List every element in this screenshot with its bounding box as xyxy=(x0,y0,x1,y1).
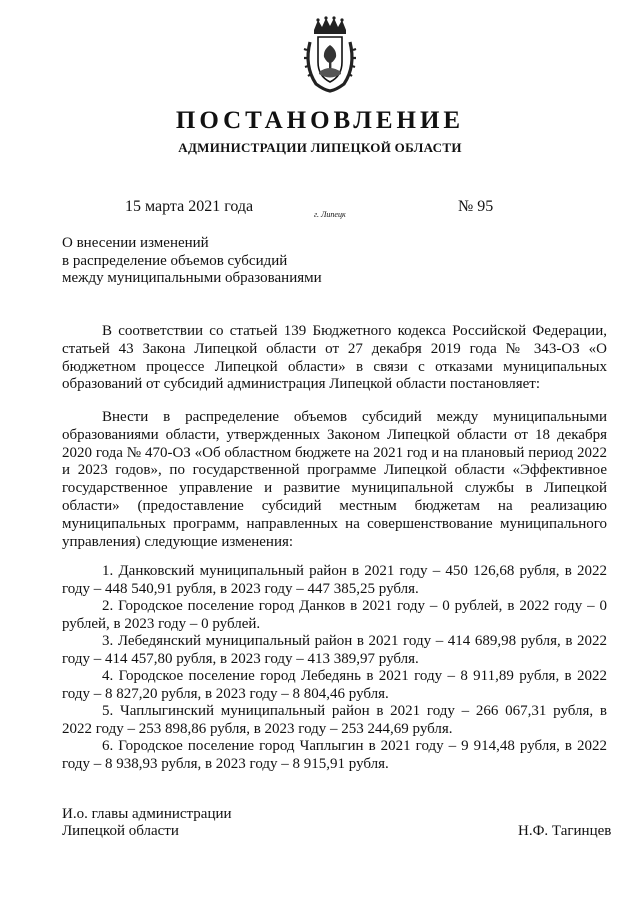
list-item: 6. Городское поселение город Чаплыгин в 2021 году – 9 914,48 рубля, в 2022 году – 8 938,93 рубля, в 2023 году – 8 915,91 рубля. xyxy=(62,738,607,772)
subject-line: в распределение объемов субсидий xyxy=(62,252,288,269)
list-item: 4. Городское поселение город Лебедянь в 2021 году – 8 911,89 рубля, в 2022 году – 8 827,20 рубля, в 2023 году – 8 804,46 рубля. xyxy=(62,668,607,702)
list-item: 3. Лебедянский муниципальный район в 2021 году – 414 689,98 рубля, в 2022 году – 414 457,80 рубля, в 2023 году – 413 389,97 рубля. xyxy=(62,633,607,667)
list-item: 5. Чаплыгинский муниципальный район в 2021 году – 266 067,31 рубля, в 2022 году – 253 898,86 рубля, в 2023 году – 253 244,69 рубля. xyxy=(62,703,607,737)
subject-line: между муниципальными образованиями xyxy=(62,270,322,286)
document-subject xyxy=(62,235,382,288)
subject-line: О внесении изменений xyxy=(62,235,209,251)
amendment-list xyxy=(62,563,607,773)
preamble-paragraph: В соответствии со статьей 139 Бюджетного кодекса Российской Федерации, статьей 43 Закона Липецкой области от 27 декабря 2019 года № 343-ОЗ «О бюджетном процессе Липецкой области» в связи с отказами муниципальных образований от субсидий администрация Липецкой области постановляет: xyxy=(62,323,607,393)
document-date: 15 марта 2021 года xyxy=(125,198,254,215)
signatory-position-line: И.о. главы администрации xyxy=(62,806,232,822)
document-number: № 95 xyxy=(458,198,494,215)
list-item: 1. Данковский муниципальный район в 2021 году – 450 126,68 рубля, в 2022 году – 448 540,91 рубля, в 2023 году – 447 385,25 рубля. xyxy=(62,563,607,597)
coat-of-arms-icon xyxy=(300,14,360,94)
resolution-paragraph: Внести в распределение объемов субсидий между муниципальными образованиями области, утвержденных Законом Липецкой области от 18 декабря 2020 года № 470-ОЗ «Об областном бюджете на 2021 год и на плановый период 2022 и 2023 годов», по государственной программе Липецкой области «Эффективное государственное управление и развитие муниципальной службы в Липецкой области» (предоставление субсидий местным бюджетам на реализацию муниципальных программ, направленных на совершенствование муниципального управления) следующие изменения: xyxy=(62,409,607,550)
signatory-name: Н.Ф. Тагинцев xyxy=(518,823,612,839)
document-title: ПОСТАНОВЛЕНИЕ xyxy=(175,107,465,134)
list-item: 2. Городское поселение город Данков в 2021 году – 0 рублей, в 2022 году – 0 рублей, в 2023 году – 0 рублей. xyxy=(62,598,607,632)
signatory-position xyxy=(62,806,232,840)
document-place: г. Липецк xyxy=(314,210,346,219)
issuing-authority: АДМИНИСТРАЦИИ ЛИПЕЦКОЙ ОБЛАСТИ xyxy=(178,140,462,155)
signatory-position-line: Липецкой области xyxy=(62,823,179,839)
